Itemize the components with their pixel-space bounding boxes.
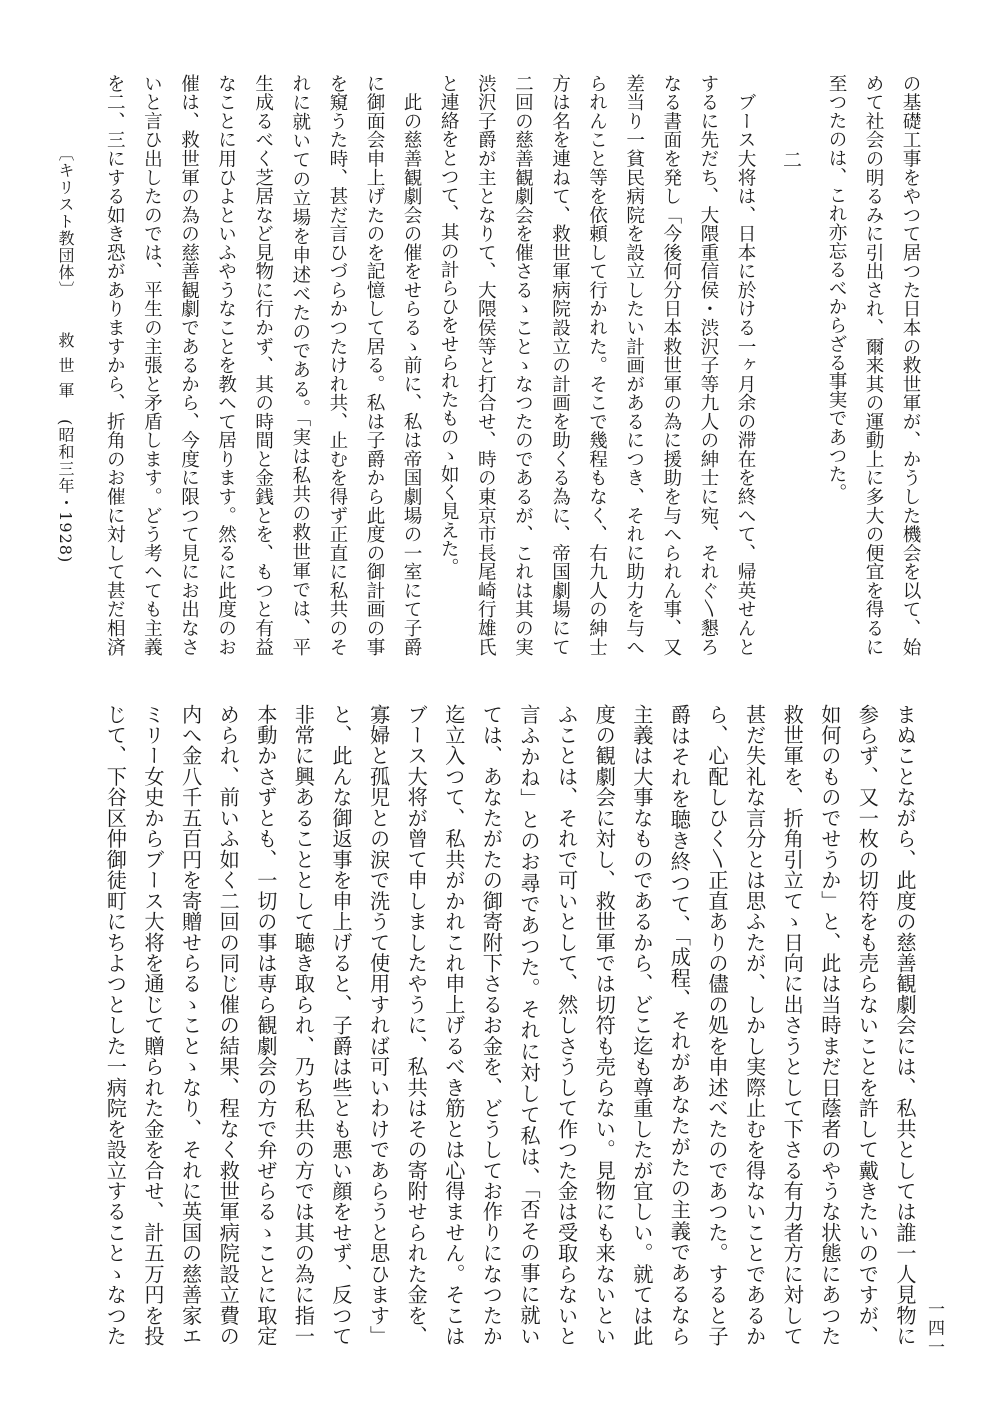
text-column: 方は名を連ねて、救世軍病院設立の計画を助くる為に、帝国劇場にて — [549, 74, 571, 656]
text-column: 此の慈善観劇会の催をせらるゝ前に、私は帝国劇場の一室にて子爵 — [401, 74, 423, 656]
text-column: 非常に興あることとして聴き取られ、乃ち私共の方では其の為に指一 — [291, 704, 316, 1346]
text-column: 甚だ失礼な言分とは思ふたが、しかし実際止むを得ないことであるか — [742, 704, 767, 1346]
text-column: 渋沢子爵が主となりて、大隈侯等と打合せ、時の東京市長尾崎行雄氏 — [475, 74, 497, 656]
text-column: じて、下谷区仲御徒町にちよつとした一病院を設立することゝなつた — [103, 704, 128, 1346]
text-column: なことに用ひよといふやうなことを教へて居ります。然るに此度のお — [215, 74, 237, 656]
text-column: ブース大将が曾て申しましたやうに、私共はその寄附せられた金を、 — [404, 704, 429, 1346]
text-column: 寡婦と孤児との涙で洗うて使用すれば可いわけであらうと思ひます」 — [366, 704, 391, 1346]
text-column: 言ふかね」とのお尋であつた。それに対して私は、「否その事に就い — [517, 704, 541, 1346]
text-column: 二回の慈善観劇会を催さるゝことゝなつたのであるが、これは其の実 — [512, 74, 534, 656]
text-column: 催は、救世軍の為の慈善観劇であるから、今度に限つて見にお出なさ — [178, 74, 200, 656]
text-column: 至つたのは、これ亦忘るべからざる事実であつた。 — [826, 74, 847, 502]
text-column: を窺うた時、甚だ言ひづらかつたけれ共、止むを得ず正直に私共のそ — [326, 74, 348, 656]
footer-title: 救世軍 — [56, 332, 75, 407]
text-column: と、此んな御返事を申上げると、子爵は些とも悪い顔をせず、反つて — [329, 704, 353, 1346]
text-column: ら、心配しひく〵正直ありの儘の処を申述べたのであつた。すると子 — [705, 704, 729, 1346]
text-column: なる書面を発し「今後何分日本救世軍の為に援助を与へられん事、又 — [660, 74, 682, 656]
text-column: 差当り一貧民病院を設立したい計画があるにつき、それに助力を与へ — [623, 74, 645, 656]
footer-category: 〔キリスト教団体〕 — [56, 145, 75, 298]
text-column: ミリー女史からブース大将を通じて贈られた金を合せ、計五万円を投 — [141, 704, 165, 1346]
running-footer — [54, 145, 77, 563]
text-column: 主義は大事なものであるから、どこ迄も尊重したが宜しい。就ては此 — [629, 704, 654, 1346]
page-number: 一四一 — [924, 1300, 944, 1357]
text-column: 救世軍を、折角引立てゝ日向に出さうとして下さる有力者方に対して — [780, 704, 805, 1346]
text-column: 迄立入つて、私共がかれこれ申上げるべき筋とは心得ません。そこは — [441, 704, 466, 1346]
text-column: 生成るべく芝居など見物に行かず、其の時間と金銭とを、もつと有益 — [252, 74, 274, 656]
text-column: られんこと等を依頼して行かれた。そこで幾程もなく、右九人の紳士 — [586, 74, 608, 656]
text-column: ふことは、それで可いとして、然しさうして作つた金は受取らないと — [554, 704, 579, 1346]
text-column: められ、前いふ如く二回の同じ催の結果、程なく救世軍病院設立費の — [216, 704, 241, 1346]
text-column: 度の観劇会に対し、救世軍では切符も売らない。見物にも来ないとい — [592, 704, 617, 1346]
text-column: 本動かさずとも、一切の事は専ら観劇会の方で弁ぜらるゝことに取定 — [253, 704, 278, 1346]
section-number: 二 — [780, 150, 802, 169]
text-column: いと言ひ出したのでは、平生の主張と矛盾します。どう考へても主義 — [141, 74, 163, 656]
text-column: 内へ金八千五百円を寄贈せらるゝことゝなり、それに英国の慈善家エ — [178, 704, 203, 1346]
text-column: 如何のものでせうか」と、此は当時まだ日蔭者のやうな状態にあつた — [817, 704, 842, 1346]
text-column: 爵はそれを聴き終つて、「成程、それがあなたがたの主義であるなら — [667, 704, 692, 1346]
text-column: れに就いての立場を申述べたのである。「実は私共の救世軍では、平 — [289, 74, 311, 656]
text-column: に御面会申上げたのを記憶して居る。私は子爵から此度の御計画の事 — [364, 74, 385, 656]
text-column: ブース大将は、日本に於ける一ヶ月余の滞在を終へて、帰英せんと — [735, 74, 756, 656]
text-column: まぬことながら、此度の慈善観劇会には、私共としては誰一人見物に — [893, 704, 917, 1346]
text-column: の基礎工事をやつて居つた日本の救世軍が、かうした機会を以て、始 — [900, 74, 921, 656]
text-column: するに先だち、大隈重信侯・渋沢子等九人の紳士に宛、それぐ〵懇ろ — [697, 74, 719, 656]
text-column: と連絡をとつて、其の計らひをせられたものゝ如く見えた。 — [438, 74, 460, 577]
text-column: ては、あなたがたの御寄附下さるお金を、どうしてお作りになつたか — [479, 704, 504, 1346]
text-column: めて社会の明るみに引出され、爾来其の運動上に多大の便宜を得るに — [863, 74, 884, 656]
footer-date: (昭和三年・1928) — [56, 419, 75, 564]
text-column: 参らず、又一枚の切符をも売らないことを許して戴きたいのですが、 — [855, 704, 880, 1346]
text-column: を二、三にする如き恐がありますから、折角のお催に対して甚だ相済 — [104, 74, 126, 656]
